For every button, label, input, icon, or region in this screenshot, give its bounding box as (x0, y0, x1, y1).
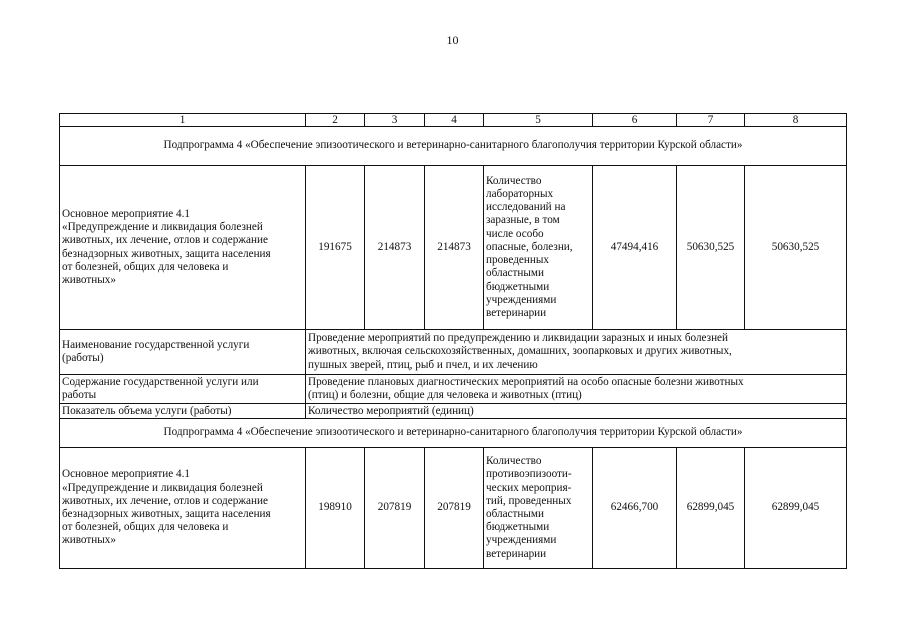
cell-c2: 191675 (306, 166, 365, 330)
activity-name-1 (60, 166, 306, 330)
value-line: пушных зверей, птиц, рыб и пчел, и их лечению (308, 358, 538, 371)
indicator-line: опасные, болезни, (486, 240, 573, 253)
indicator-line: числе особо (486, 227, 544, 240)
indicator-line: областными (486, 508, 544, 520)
volume-indicator-row (60, 404, 847, 419)
indicator-line: бюджетными (486, 280, 550, 293)
indicator-line: Количество (486, 174, 542, 187)
indicator-line: тий, проведенных (486, 494, 572, 507)
value-line: Проведение плановых диагностических мероприятий на особо опасные болезни животных (308, 375, 744, 388)
header-row (60, 114, 847, 127)
service-content-row (60, 375, 847, 404)
activity-name-2 (60, 448, 306, 569)
indicator-line: Количество (486, 455, 542, 468)
indicator-line: заразные, в том (486, 214, 560, 227)
indicator-line: ветеринарии (486, 306, 547, 319)
activity-line: животных, их лечение, отлов и содержание (62, 234, 268, 247)
cell-c7: 50630,525 (677, 166, 745, 330)
indicator-line: бюджетными (486, 521, 550, 534)
activity-line: животных» (62, 273, 116, 286)
subprogram-title: Подпрограмма 4 «Обеспечение эпизоотического и ветеринарно-санитарного благополучия территории Курской области» (60, 127, 847, 166)
activity-line: животных» (62, 534, 116, 547)
service-name-label (60, 330, 306, 375)
activity-line: Основное мероприятие 4.1 (62, 468, 190, 481)
subprogram-title-2: Подпрограмма 4 «Обеспечение эпизоотического и ветеринарно-санитарного благополучия территории Курской области» (60, 419, 847, 448)
value-line: (птиц) и болезни, общие для человека и животных (птиц) (308, 389, 582, 401)
indicator-line: учреждениями (486, 293, 557, 306)
indicator-line: исследований на (486, 201, 566, 214)
indicator-text-1 (484, 166, 593, 330)
label-line: (работы) (62, 352, 104, 364)
col-header-3: 3 (365, 114, 425, 127)
indicator-line: учреждениями (486, 534, 557, 547)
cell-c2: 198910 (306, 448, 365, 569)
activity-line: безнадзорных животных, защита населения (62, 247, 271, 260)
activity-line: «Предупреждение и ликвидация болезней (62, 481, 263, 494)
subprogram-row (60, 127, 847, 166)
col-header-6: 6 (593, 114, 677, 127)
service-name-value (306, 330, 847, 375)
cell-c6: 62466,700 (593, 448, 677, 569)
col-header-2: 2 (306, 114, 365, 127)
label-line: работы (62, 389, 97, 401)
col-header-8: 8 (745, 114, 847, 127)
cell-c3: 207819 (365, 448, 425, 569)
cell-c3: 214873 (365, 166, 425, 330)
activity-line: от болезней, общих для человека и (62, 260, 229, 273)
value-line: животных, включая сельскохозяйственных, домашних, зоопарковых и других животных, (308, 345, 732, 358)
cell-c6: 47494,416 (593, 166, 677, 330)
cell-c4: 214873 (425, 166, 484, 330)
activity-line: Основное мероприятие 4.1 (62, 207, 190, 220)
volume-indicator-label: Показатель объема услуги (работы) (60, 404, 306, 419)
activity-line: безнадзорных животных, защита населения (62, 508, 271, 520)
indicator-line: областными (486, 267, 544, 280)
service-content-label (60, 375, 306, 404)
indicator-line: противоэпизооти- (486, 468, 572, 481)
col-header-5: 5 (484, 114, 593, 127)
activity-row-1 (60, 166, 847, 330)
budget-table (59, 113, 847, 569)
service-name-row (60, 330, 847, 375)
indicator-line: ческих мероприя- (486, 481, 572, 494)
value-line: Проведение мероприятий по предупреждению и ликвидации заразных и иных болезней (308, 332, 729, 345)
indicator-line: лабораторных (486, 188, 554, 201)
cell-c7: 62899,045 (677, 448, 745, 569)
subprogram-row-2 (60, 419, 847, 448)
activity-line: животных, их лечение, отлов и содержание (62, 494, 268, 507)
cell-c8: 62899,045 (745, 448, 847, 569)
cell-c4: 207819 (425, 448, 484, 569)
label-line: Наименование государственной услуги (62, 338, 250, 351)
page-number: 10 (446, 33, 459, 47)
indicator-line: ветеринарии (486, 547, 547, 560)
activity-line: от болезней, общих для человека и (62, 521, 229, 534)
indicator-line: проведенных (486, 254, 549, 267)
col-header-7: 7 (677, 114, 745, 127)
activity-row-2 (60, 448, 847, 569)
activity-line: «Предупреждение и ликвидация болезней (62, 221, 263, 234)
indicator-text-2 (484, 448, 593, 569)
col-header-1: 1 (60, 114, 306, 127)
volume-indicator-value: Количество мероприятий (единиц) (306, 404, 847, 419)
service-content-value (306, 375, 847, 404)
label-line: Содержание государственной услуги или (62, 375, 259, 388)
cell-c8: 50630,525 (745, 166, 847, 330)
col-header-4: 4 (425, 114, 484, 127)
